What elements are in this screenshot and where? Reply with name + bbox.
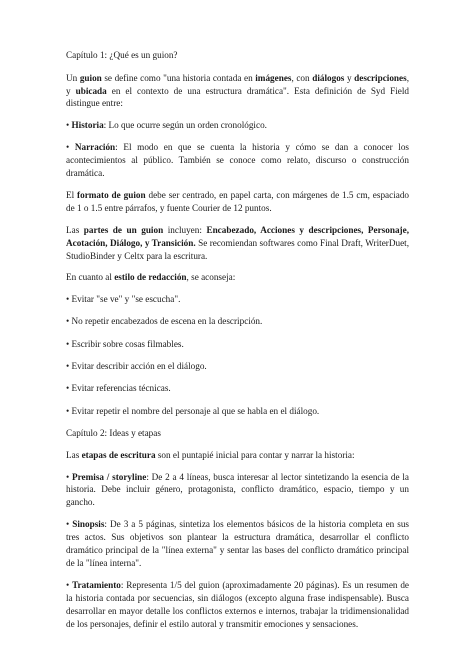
intro-paragraph: Un guion se define como "una historia contada en imágenes, con diálogos y descripciones, y ubicada en el contexto de una estructura dramática". Esta definición de Syd Field distingue entre: [66, 72, 410, 109]
formato-paragraph: El formato de guion debe ser centrado, en papel carta, con márgenes de 1.5 cm, espaciado de 1 o 1.5 entre párrafos, y fuente Courier de 12 puntos. [66, 190, 410, 214]
consejo-item: • No repetir encabezados de escena en la descripción. [66, 316, 263, 327]
bullet-narracion: • Narración: El modo en que se cuenta la historia y cómo se dan a conocer los acontecimientos al público. También se conoce como relato, discurso o construcción dramática. [66, 142, 409, 179]
consejo-item: • Evitar repetir el nombre del personaje al que se habla en el diálogo. [66, 405, 320, 416]
chapter-2-heading: Capítulo 2: Ideas y etapas [66, 427, 161, 438]
bullet-sinopsis: • Sinopsis: De 3 a 5 páginas, sintetiza los elementos básicos de la historia completa en sus tres actos. Sus objetivos son plantear la estructura dramática, desarrollar el conflicto dramático principal de la "línea externa" y sentar las bases del conflicto dramático principal de la "línea interna". [66, 519, 409, 568]
partes-paragraph: Las partes de un guion incluyen: Encabezado, Acciones y descripciones, Personaje, Acotación, Diálogo, y Transición. Se recomiendan softwares como Final Draft, WriterDuet, StudioBinder y Celtx para la escritura. [66, 224, 409, 261]
document-body [66, 49, 409, 640]
consejo-item: • Evitar describir acción en el diálogo. [66, 361, 207, 372]
consejo-item: • Evitar referencias técnicas. [66, 383, 171, 394]
etapas-paragraph: Las etapas de escritura son el puntapié inicial para contar y narrar la historia: [66, 449, 355, 460]
bullet-historia: • Historia: Lo que ocurre según un orden cronológico. [66, 120, 267, 131]
bullet-tratamiento: • Tratamiento: Representa 1/5 del guion (aproximadamente 20 páginas). Es un resumen de la historia contada por secuencias, sin diálogos (excepto alguna frase indispensable). Busca desarrollar en mayor detalle los conflictos externos e internos, trabajar la tridimensionalidad de los personajes, definir el estilo autoral y transmitir emociones y sensaciones. [66, 580, 409, 629]
chapter-1-heading: Capítulo 1: ¿Qué es un guion? [66, 50, 178, 60]
consejo-item: • Escribir sobre cosas filmables. [66, 338, 184, 349]
consejo-item: • Evitar "se ve" y "se escucha". [66, 294, 181, 305]
bullet-premisa: • Premisa / storyline: De 2 a 4 líneas, busca interesar al lector sintetizando la esencia de la historia. Debe incluir género, protagonista, conflicto dramático, espacio, tiempo y un gancho. [66, 471, 409, 508]
estilo-paragraph: En cuanto al estilo de redacción, se aconseja: [66, 272, 236, 283]
